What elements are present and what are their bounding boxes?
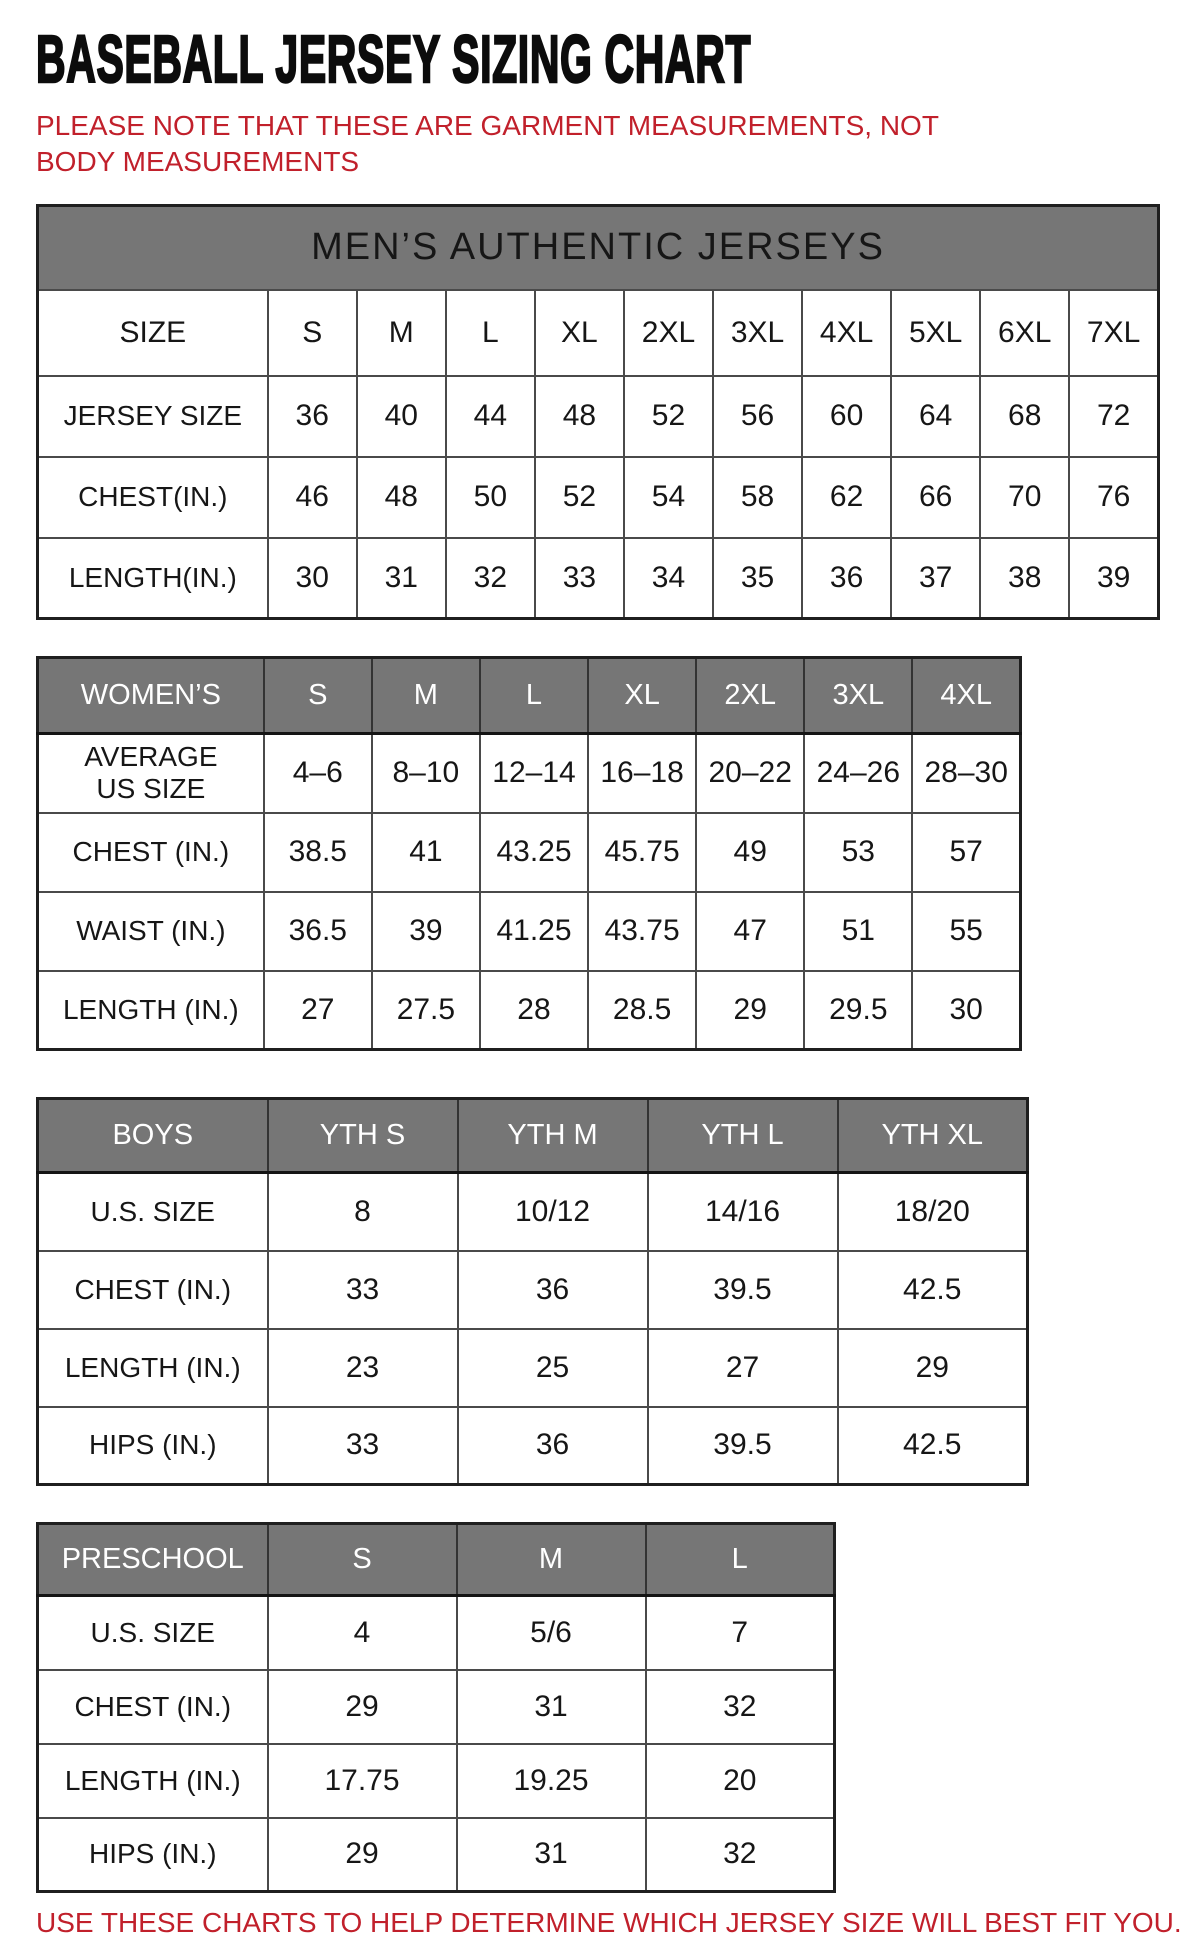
value-cell: 54	[624, 457, 713, 538]
value-cell: 23	[268, 1329, 458, 1407]
value-cell: 32	[646, 1818, 835, 1892]
value-cell: 44	[446, 376, 535, 457]
mens-chest-row	[38, 457, 1159, 538]
mens-size-header-row	[38, 290, 1159, 376]
value-cell: 56	[713, 376, 802, 457]
womens-col-header: L	[480, 658, 588, 734]
boys-col-header: YTH S	[268, 1099, 458, 1173]
page-title	[36, 21, 1164, 97]
mens-col-header: 4XL	[802, 290, 891, 376]
value-cell: 39	[372, 892, 480, 971]
value-cell: 41.25	[480, 892, 588, 971]
womens-col-header: WOMEN’S	[38, 658, 264, 734]
value-cell: 70	[980, 457, 1069, 538]
mens-col-header: S	[268, 290, 357, 376]
value-cell: 36	[268, 376, 357, 457]
value-cell: 58	[713, 457, 802, 538]
womens-col-header: M	[372, 658, 480, 734]
value-cell: 42.5	[838, 1407, 1028, 1485]
row-label: LENGTH (IN.)	[38, 1744, 268, 1818]
mens-col-header: SIZE	[38, 290, 268, 376]
preschool-sizing-table	[36, 1522, 836, 1893]
mens-col-header: M	[357, 290, 446, 376]
row-label: CHEST(IN.)	[38, 457, 268, 538]
value-cell: 4–6	[264, 734, 372, 813]
value-cell: 28–30	[912, 734, 1020, 813]
womens-length-row	[38, 971, 1021, 1050]
preschool-header-row	[38, 1524, 835, 1596]
womens-col-header: XL	[588, 658, 696, 734]
value-cell: 66	[891, 457, 980, 538]
value-cell: 27.5	[372, 971, 480, 1050]
mens-col-header: 5XL	[891, 290, 980, 376]
value-cell: 5/6	[457, 1596, 646, 1670]
value-cell: 30	[268, 538, 357, 619]
row-label: U.S. SIZE	[38, 1596, 268, 1670]
boys-header-row	[38, 1099, 1028, 1173]
value-cell: 51	[804, 892, 912, 971]
boys-col-header: BOYS	[38, 1099, 268, 1173]
value-cell: 50	[446, 457, 535, 538]
womens-chest-row	[38, 813, 1021, 892]
womens-sizing-table	[36, 656, 1022, 1051]
boys-col-header: YTH L	[648, 1099, 838, 1173]
boys-hips-row	[38, 1407, 1028, 1485]
mens-jersey-size-row	[38, 376, 1159, 457]
row-label: CHEST (IN.)	[38, 1251, 268, 1329]
womens-col-header: 2XL	[696, 658, 804, 734]
mens-col-header: L	[446, 290, 535, 376]
preschool-length-row	[38, 1744, 835, 1818]
value-cell: 39.5	[648, 1251, 838, 1329]
garment-measurement-note: PLEASE NOTE THAT THESE ARE GARMENT MEASUREMENTS, NOT BODY MEASUREMENTS	[36, 110, 939, 177]
mens-col-header: 3XL	[713, 290, 802, 376]
preschool-us-size-row	[38, 1596, 835, 1670]
value-cell: 62	[802, 457, 891, 538]
value-cell: 45.75	[588, 813, 696, 892]
value-cell: 29	[838, 1329, 1028, 1407]
value-cell: 41	[372, 813, 480, 892]
boys-length-row	[38, 1329, 1028, 1407]
value-cell: 20–22	[696, 734, 804, 813]
row-label: U.S. SIZE	[38, 1173, 268, 1251]
value-cell: 8	[268, 1173, 458, 1251]
value-cell: 43.25	[480, 813, 588, 892]
value-cell: 31	[457, 1670, 646, 1744]
value-cell: 36	[458, 1407, 648, 1485]
value-cell: 27	[264, 971, 372, 1050]
value-cell: 25	[458, 1329, 648, 1407]
womens-col-header: 3XL	[804, 658, 912, 734]
value-cell: 4	[268, 1596, 457, 1670]
value-cell: 43.75	[588, 892, 696, 971]
preschool-hips-row	[38, 1818, 835, 1892]
womens-us-size-row	[38, 734, 1021, 813]
value-cell: 53	[804, 813, 912, 892]
value-cell: 32	[646, 1670, 835, 1744]
value-cell: 20	[646, 1744, 835, 1818]
value-cell: 57	[912, 813, 1020, 892]
value-cell: 39	[1069, 538, 1158, 619]
row-label: CHEST (IN.)	[38, 1670, 268, 1744]
preschool-col-header: L	[646, 1524, 835, 1596]
value-cell: 30	[912, 971, 1020, 1050]
value-cell: 64	[891, 376, 980, 457]
row-label: CHEST (IN.)	[38, 813, 264, 892]
boys-us-size-row	[38, 1173, 1028, 1251]
value-cell: 29	[696, 971, 804, 1050]
value-cell: 37	[891, 538, 980, 619]
womens-header-row	[38, 658, 1021, 734]
value-cell: 33	[268, 1407, 458, 1485]
mens-col-header: 7XL	[1069, 290, 1158, 376]
preschool-col-header: M	[457, 1524, 646, 1596]
mens-col-header: 6XL	[980, 290, 1069, 376]
value-cell: 28.5	[588, 971, 696, 1050]
value-cell: 72	[1069, 376, 1158, 457]
row-label: HIPS (IN.)	[38, 1407, 268, 1485]
value-cell: 46	[268, 457, 357, 538]
mens-col-header: XL	[535, 290, 624, 376]
value-cell: 40	[357, 376, 446, 457]
row-label: HIPS (IN.)	[38, 1818, 268, 1892]
value-cell: 36.5	[264, 892, 372, 971]
value-cell: 60	[802, 376, 891, 457]
value-cell: 32	[446, 538, 535, 619]
value-cell: 16–18	[588, 734, 696, 813]
value-cell: 19.25	[457, 1744, 646, 1818]
row-label: LENGTH(IN.)	[38, 538, 268, 619]
boys-sizing-table	[36, 1097, 1029, 1486]
value-cell: 52	[535, 457, 624, 538]
value-cell: 29	[268, 1818, 457, 1892]
row-label: AVERAGE US SIZE	[38, 734, 264, 813]
row-label: WAIST (IN.)	[38, 892, 264, 971]
value-cell: 14/16	[648, 1173, 838, 1251]
womens-col-header: S	[264, 658, 372, 734]
value-cell: 38.5	[264, 813, 372, 892]
value-cell: 33	[535, 538, 624, 619]
value-cell: 76	[1069, 457, 1158, 538]
value-cell: 7	[646, 1596, 835, 1670]
value-cell: 68	[980, 376, 1069, 457]
value-cell: 18/20	[838, 1173, 1028, 1251]
page-title-text: BASEBALL JERSEY SIZING CHART	[36, 21, 752, 97]
value-cell: 8–10	[372, 734, 480, 813]
value-cell: 42.5	[838, 1251, 1028, 1329]
preschool-col-header: PRESCHOOL	[38, 1524, 268, 1596]
womens-col-header: 4XL	[912, 658, 1020, 734]
row-label: JERSEY SIZE	[38, 376, 268, 457]
value-cell: 47	[696, 892, 804, 971]
value-cell: 48	[357, 457, 446, 538]
value-cell: 33	[268, 1251, 458, 1329]
value-cell: 39.5	[648, 1407, 838, 1485]
mens-length-row	[38, 538, 1159, 619]
value-cell: 52	[624, 376, 713, 457]
value-cell: 31	[457, 1818, 646, 1892]
row-label: LENGTH (IN.)	[38, 1329, 268, 1407]
value-cell: 12–14	[480, 734, 588, 813]
value-cell: 24–26	[804, 734, 912, 813]
value-cell: 27	[648, 1329, 838, 1407]
value-cell: 35	[713, 538, 802, 619]
value-cell: 10/12	[458, 1173, 648, 1251]
row-label: LENGTH (IN.)	[38, 971, 264, 1050]
value-cell: 36	[458, 1251, 648, 1329]
footer-note: USE THESE CHARTS TO HELP DETERMINE WHICH JERSEY SIZE WILL BEST FIT YOU.	[36, 1907, 1182, 1939]
value-cell: 31	[357, 538, 446, 619]
mens-banner-row	[38, 205, 1159, 290]
mens-banner: MEN’S AUTHENTIC JERSEYS	[38, 205, 1159, 290]
value-cell: 38	[980, 538, 1069, 619]
value-cell: 48	[535, 376, 624, 457]
value-cell: 34	[624, 538, 713, 619]
preschool-col-header: S	[268, 1524, 457, 1596]
mens-col-header: 2XL	[624, 290, 713, 376]
mens-sizing-table	[36, 204, 1160, 621]
preschool-chest-row	[38, 1670, 835, 1744]
value-cell: 17.75	[268, 1744, 457, 1818]
value-cell: 28	[480, 971, 588, 1050]
womens-waist-row	[38, 892, 1021, 971]
value-cell: 55	[912, 892, 1020, 971]
value-cell: 36	[802, 538, 891, 619]
value-cell: 49	[696, 813, 804, 892]
boys-col-header: YTH XL	[838, 1099, 1028, 1173]
value-cell: 29	[268, 1670, 457, 1744]
value-cell: 29.5	[804, 971, 912, 1050]
boys-col-header: YTH M	[458, 1099, 648, 1173]
boys-chest-row	[38, 1251, 1028, 1329]
